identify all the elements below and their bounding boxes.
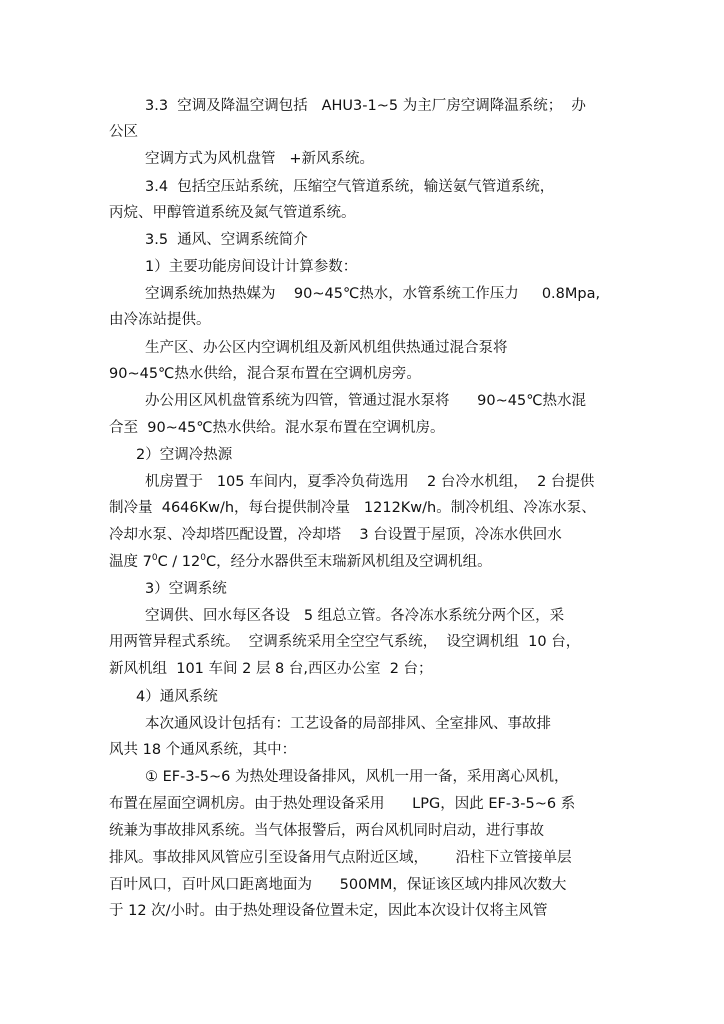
text-line: 3.4 包括空压站系统，压缩空气管道系统，输送氨气管道系统，	[145, 179, 555, 195]
text-line: 空调系统加热热媒为 90~45℃热水，水管系统工作压力 0.8Mpa,	[145, 286, 601, 302]
text-line: 由冷冻站提供。	[109, 312, 211, 328]
text-line: 3.3 空调及降温空调包括 AHU3-1~5 为主厂房空调降温系统； 办	[145, 98, 586, 114]
text-line: 排风。事故排风风管应引至设备用气点附近区域， 沿柱下立管接单层	[109, 850, 572, 866]
text-line: 用两管异程式系统。 空调系统采用全空空气系统， 设空调机组 10 台，	[109, 634, 581, 650]
temp-tail: C，经分水器供至末瑞新风机组及空调机组。	[206, 554, 492, 570]
text-line: 百叶风口，百叶风口距离地面为 500MM，保证该区域内排风次数大	[109, 877, 567, 893]
text-line: 机房置于 105 车间内，夏季冷负荷选用 2 台冷水机组， 2 台提供	[145, 474, 595, 490]
section-heading: 3.5 通风、空调系统简介	[145, 232, 308, 248]
text-line: 生产区、办公区内空调机组及新风机组供热通过混合泵将	[145, 340, 508, 356]
text-line: 风共 18 个通风系统，其中：	[109, 742, 297, 758]
text-line: 于 12 次/小时。由于热处理设备位置未定，因此本次设计仅将主风管	[109, 903, 548, 919]
text-line: 本次通风设计包括有：工艺设备的局部排风、全室排风、事故排	[145, 716, 551, 732]
text-line: 合至 90~45℃热水供给。混水泵布置在空调机房。	[109, 420, 445, 436]
text-line: 公区	[109, 124, 138, 140]
temp-middle: C / 12	[157, 554, 201, 570]
text-line: 统兼为事故排风系统。当气体报警后，两台风机同时启动，进行事故	[109, 823, 544, 839]
temp-prefix: 温度 7	[109, 554, 152, 570]
text-line: 空调供、回水每区各设 5 组总立管。各冷冻水系统分两个区，采	[145, 608, 565, 624]
text-line: 90~45℃热水供给，混合泵布置在空调机房旁。	[109, 366, 421, 382]
text-line: 制冷量 4646Kw/h，每台提供制冷量 1212Kw/h。制冷机组、冷冻水泵、	[109, 500, 596, 516]
subsection-heading: 1）主要功能房间设计计算参数：	[145, 259, 358, 275]
text-line: 办公用区风机盘管系统为四管，管通过混水泵将 90~45℃热水混	[145, 393, 586, 409]
subsection-heading: 2）空调冷热源	[136, 447, 233, 463]
text-line: 空调方式为风机盘管 +新风系统。	[145, 151, 374, 167]
text-line: ① EF-3-5~6 为热处理设备排风，风机一用一备，采用离心风机，	[145, 769, 569, 785]
text-line: 丙烷、甲醇管道系统及氮气管道系统。	[109, 205, 356, 221]
temperature-line	[109, 552, 492, 572]
degree-superscript: 0	[200, 553, 206, 563]
text-line: 冷却水泵、冷却塔匹配设置，冷却塔 3 台设置于屋顶，冷冻水供回水	[109, 527, 562, 543]
text-line: 布置在屋面空调机房。由于热处理设备采用 LPG，因此 EF-3-5~6 系	[109, 796, 576, 812]
text-line: 新风机组 101 车间 2 层 8 台,西区办公室 2 台；	[109, 661, 433, 677]
degree-superscript: 0	[151, 553, 158, 563]
subsection-heading: 4）通风系统	[136, 689, 218, 705]
subsection-heading: 3）空调系统	[145, 581, 227, 597]
